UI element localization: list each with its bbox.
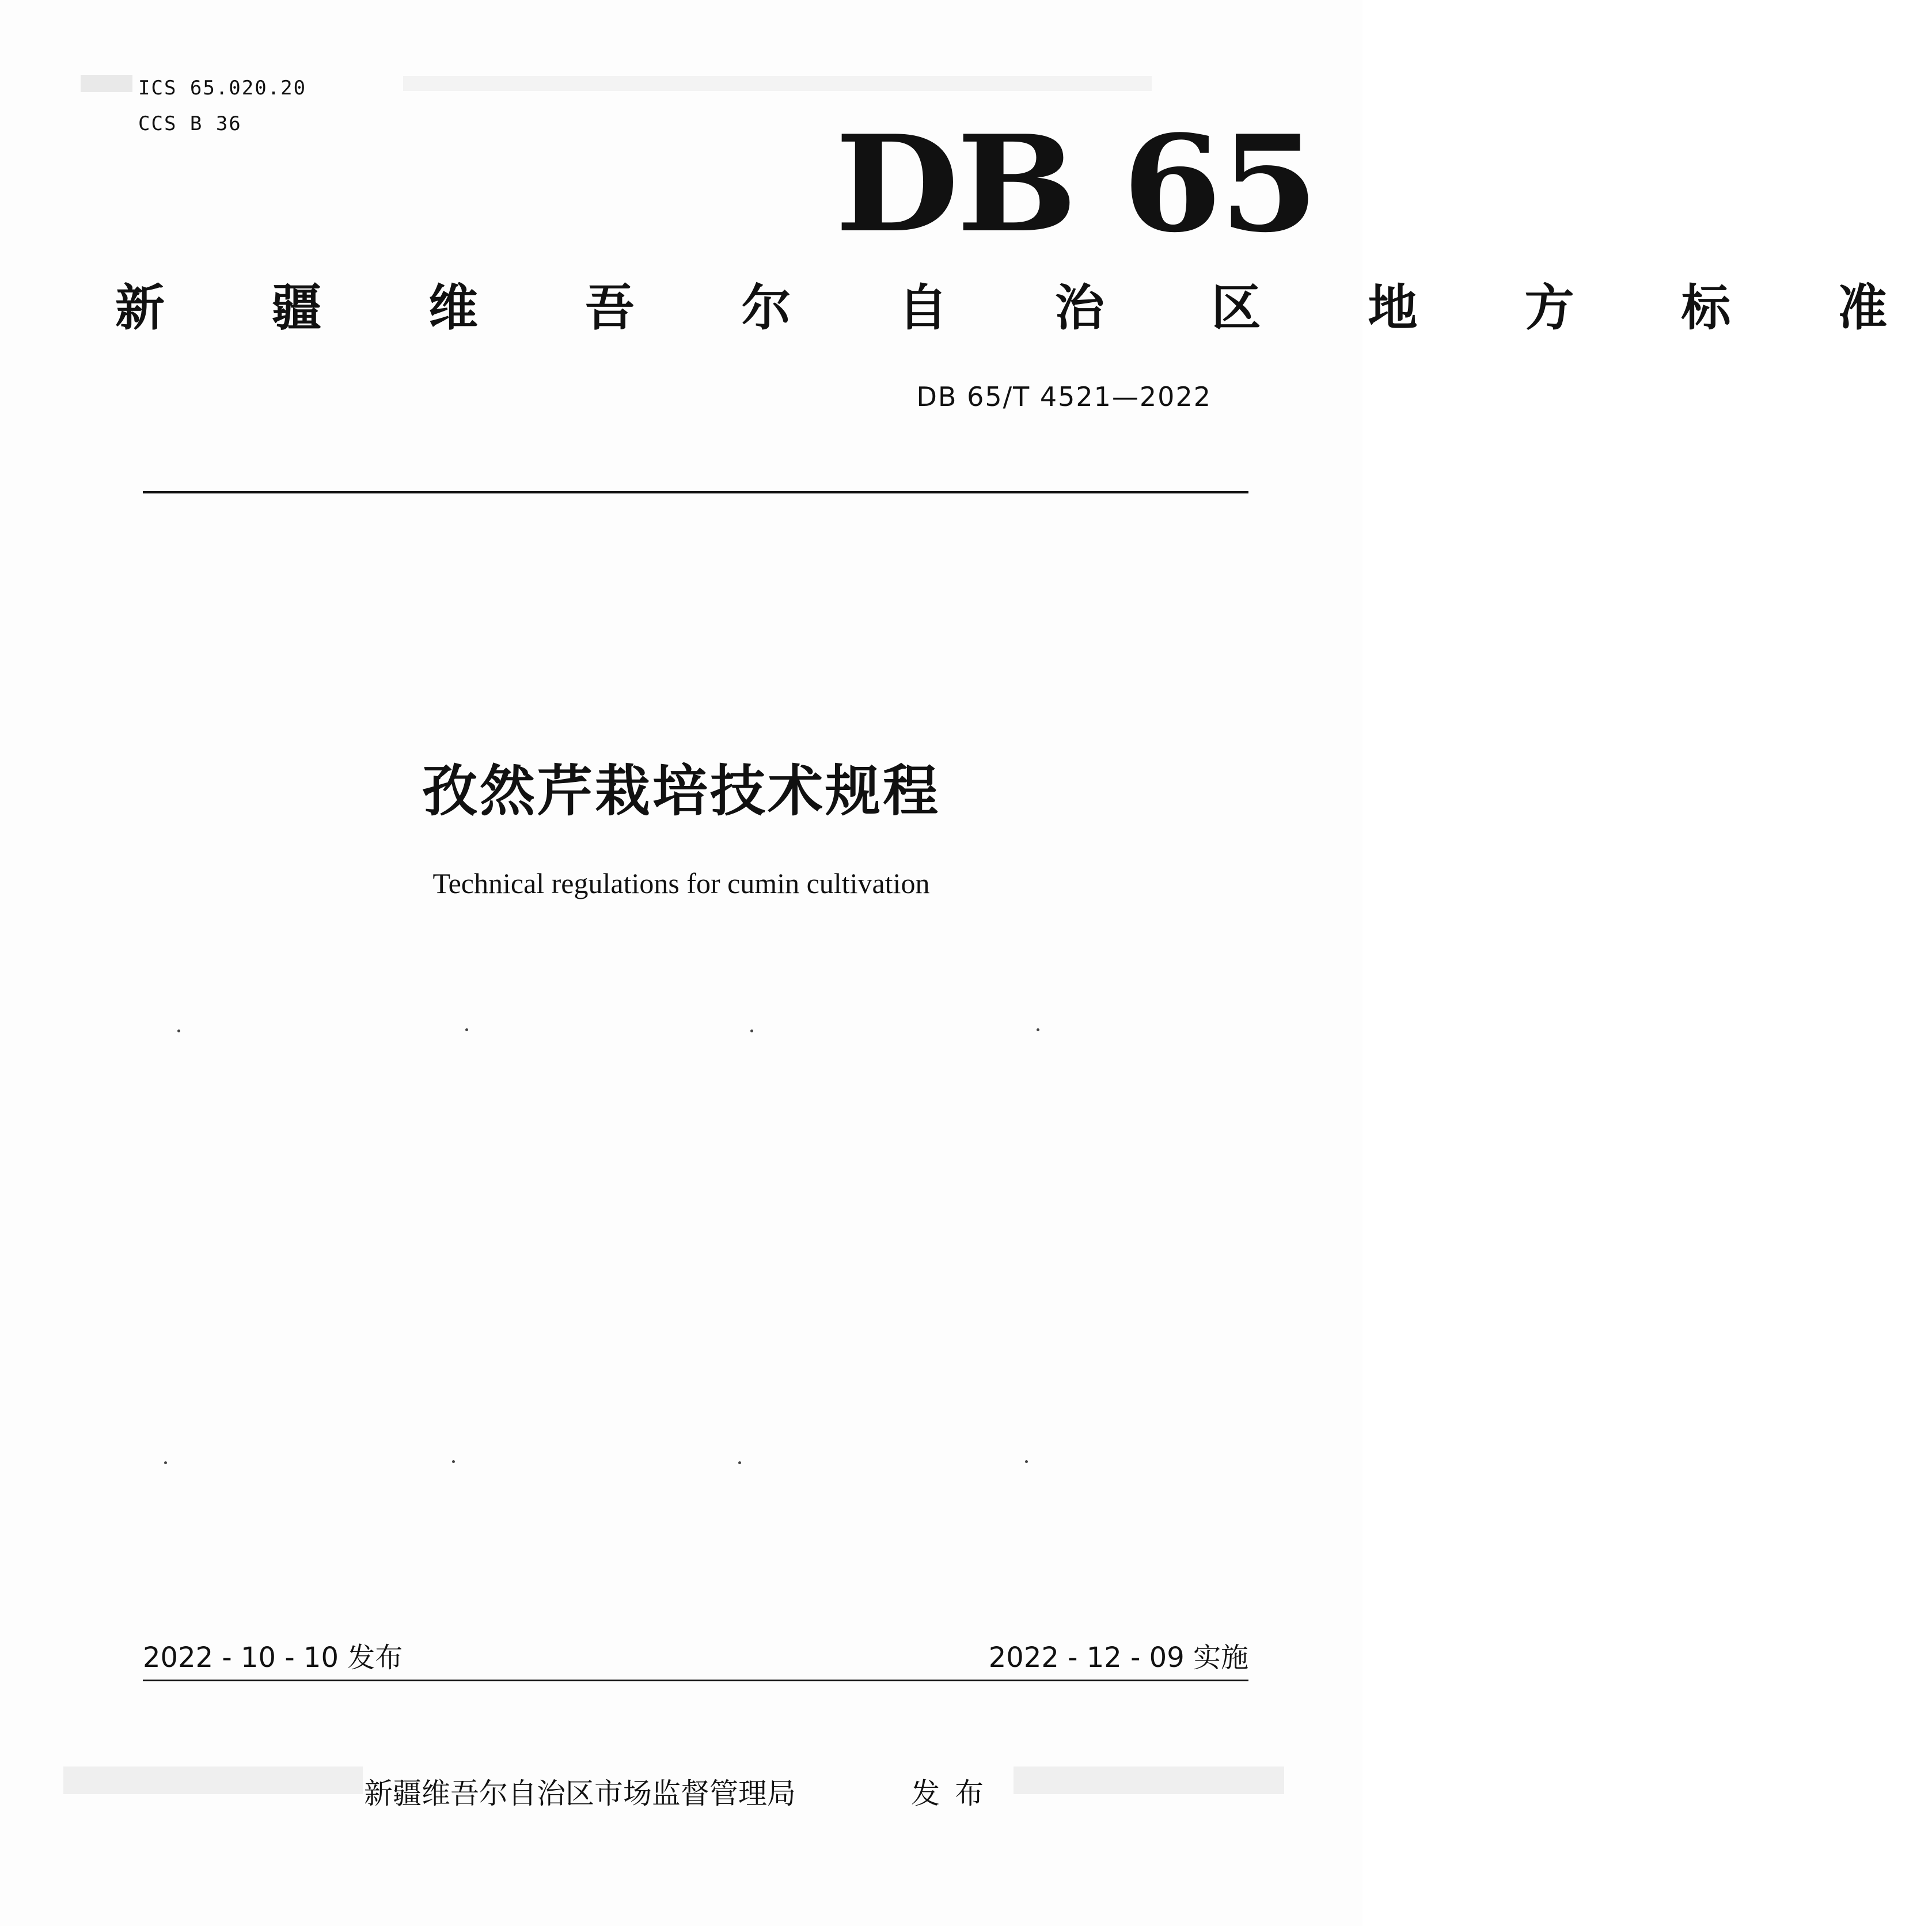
placeholder-dot [1037,1028,1039,1031]
placeholder-dot [750,1030,753,1032]
implementation-date: 2022 - 12 - 09 实施 [988,1642,1248,1674]
placeholder-dot [164,1461,167,1464]
placeholder-dot [1025,1460,1028,1463]
standard-type-heading: 新 疆 维 吾 尔 自 治 区 地 方 标 准 [115,279,1932,337]
issue-action: 发布 [911,1777,999,1810]
placeholder-dot [465,1028,468,1031]
document-title-english: Technical regulations for cumin cultivation [432,867,930,899]
ccs-code: CCS B 36 [138,112,242,135]
placeholder-dot [452,1460,455,1463]
issuing-authority: 新疆维吾尔自治区市场监督管理局 [364,1777,796,1810]
document-title-chinese: 孜然芹栽培技术规程 [422,759,940,823]
scan-noise [1014,1767,1284,1794]
standard-number: DB 65/T 4521—2022 [916,381,1212,412]
placeholder-dot [738,1461,741,1464]
placeholder-dot [177,1030,180,1032]
scan-noise [403,76,1152,91]
top-divider [143,491,1248,493]
issue-date: 2022 - 10 - 10 发布 [143,1642,403,1674]
scan-noise [81,75,132,92]
db65-logo: DB 65 [835,107,1316,262]
classification-codes [138,70,306,142]
scan-noise [63,1767,363,1794]
bottom-divider [143,1680,1248,1681]
ics-code: ICS 65.020.20 [138,77,307,100]
